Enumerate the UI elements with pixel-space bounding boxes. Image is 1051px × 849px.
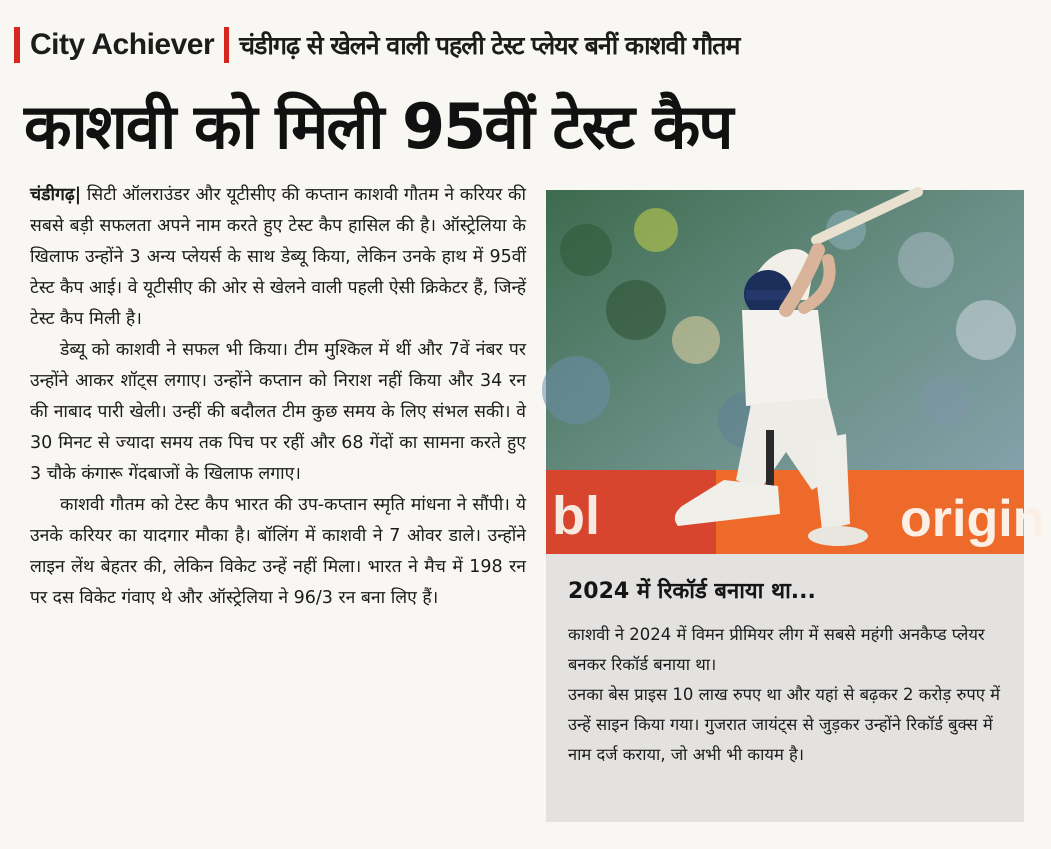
article-paragraph [30,180,526,335]
article-paragraph-text: सिटी ऑलराउंडर और यूटीसीए की कप्तान काशवी गौतम ने करियर की सबसे बड़ी सफलता अपने नाम करते हुए टेस्ट कैप हासिल की है। ऑस्ट्रेलिया के खिलाफ उन्होंने 3 अन्य प्लेयर्स के साथ डेब्यू किया, लेकिन उनके हाथ में 95वीं टेस्ट कैप आई। वे यूटीसीए की ओर से खेलने वाली पहली ऐसी क्रिकेटर हैं, जिन्हें टेस्ट कैप मिली है। [30,185,526,329]
board-text-right: origin [900,490,1045,548]
dateline: चंडीगढ़| [30,185,82,205]
board-text-left: bl [552,486,600,546]
kicker-bar-divider [224,27,229,63]
headline: काशवी को मिली 95वीं टेस्ट कैप [24,90,732,163]
kicker-line [14,20,739,70]
kicker-tag: City Achiever [30,28,215,61]
article-paragraph: काशवी गौतम को टेस्ट कैप भारत की उप-कप्तान स्मृति मांधना ने सौंपी। ये उनके करियर का यादगार मौका है। बॉलिंग में काशवी ने 7 ओवर डाले। उन्होंने लाइन लेंथ बेहतर की, लेकिन विकेट उन्हें नहीं मिला। भारत ने मैच में 198 रन पर दस विकेट गंवाए थे और ऑस्ट्रेलिया ने 96/3 रन बना लिए हैं। [30,495,526,608]
article-paragraph: डेब्यू को काशवी ने सफल भी किया। टीम मुश्किल में थीं और 7वें नंबर पर उन्होंने आकर शॉट्स लगाए। उन्होंने कप्तान को निराश नहीं किया और 34 रन की नाबाद पारी खेली। उन्हीं की बदौलत टीम कुछ समय के लिए संभल सकी। वे 30 मिनट से ज्यादा समय तक पिच पर रहीं और 68 गेंदों का सामना करते हुए 3 चौके कंगारू गेंदबाजों के खिलाफ लगाए। [30,340,526,484]
kicker-bar-left [14,27,20,63]
batter-illustration [546,190,1045,554]
article-body [30,180,526,614]
fact-box [546,554,1024,822]
kicker-text: चंडीगढ़ से खेलने वाली पहली टेस्ट प्लेयर बनीं काशवी गौतम [239,31,740,60]
cricket-player-photo [546,190,1045,554]
fact-box-paragraph: काशवी ने 2024 में विमन प्रीमियर लीग में सबसे महंगी अनकैप्ड प्लेयर बनकर रिकॉर्ड बनाया था। [568,625,985,674]
fact-box-title: 2024 में रिकॉर्ड बनाया था... [568,579,816,604]
fact-box-paragraph: उनका बेस प्राइस 10 लाख रुपए था और यहां से बढ़कर 2 करोड़ रुपए में उन्हें साइन किया गया। गुजरात जायंट्स से जुड़कर उन्होंने रिकॉर्ड बुक्स में नाम दर्ज कराया, जो अभी भी कायम है। [568,685,1000,764]
